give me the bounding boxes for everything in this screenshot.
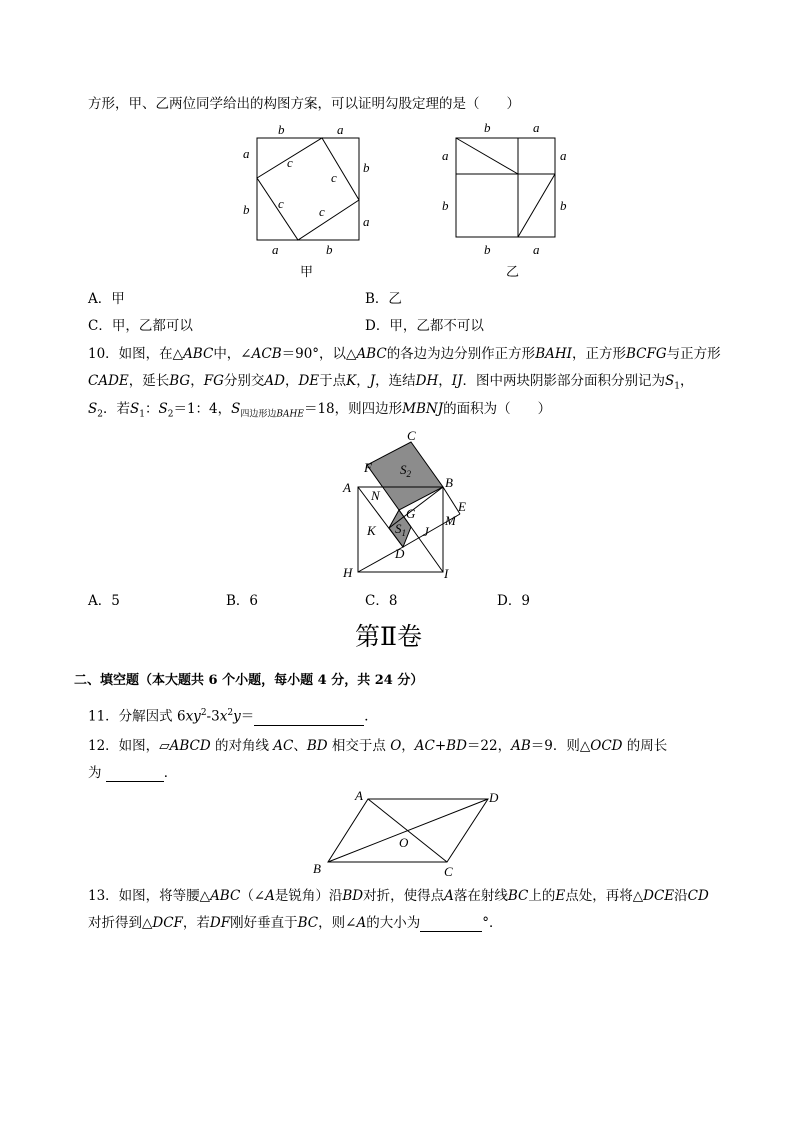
jia-label-a-bottom: a — [272, 242, 279, 257]
q13-line-1: 13．如图，将等腰△ABC（∠A是锐角）沿BD对折，使得点A落在射线BC上的E点处，再将△DCE沿CD — [88, 888, 709, 904]
pt-M: M — [445, 513, 456, 528]
pt-B: B — [445, 475, 453, 490]
pt-K: K — [367, 523, 376, 538]
q13-answer-blank[interactable] — [420, 917, 482, 932]
pt-D: D — [489, 790, 499, 805]
q10-option-c: C．8 — [365, 593, 398, 609]
pt-C: C — [407, 428, 416, 443]
pt-J: J — [423, 524, 429, 539]
pt-A: A — [355, 788, 363, 803]
jia-label-c-1: c — [287, 155, 293, 170]
pt-G: G — [406, 506, 416, 521]
section-2-heading: 二、填空题（本大题共 6 个小题，每小题 4 分，共 24 分） — [74, 673, 424, 688]
pt-D: D — [395, 546, 405, 561]
jia-inner-square — [257, 138, 359, 240]
q13-line-2: 对折得到△DCF，若DF刚好垂直于BC，则∠A的大小为 °． — [88, 915, 503, 931]
q9-option-b: B．乙 — [365, 291, 402, 307]
jia-outer-square — [257, 138, 359, 240]
part-2-title: 第Ⅱ卷 — [355, 622, 422, 651]
q12-answer-blank[interactable] — [106, 767, 164, 782]
jia-label-c-4: c — [319, 204, 325, 219]
q10-line-1: 10．如图，在△ABC中，∠ACB＝90°，以△ABC的各边为边分别作正方形BAHI，正方形BCFG与正方形 — [88, 346, 721, 362]
jia-label-b-bottom: b — [326, 242, 333, 257]
figure-jia — [240, 120, 400, 280]
jia-label-c-2: c — [331, 170, 337, 185]
q9-option-c: C．甲，乙都可以 — [88, 318, 193, 334]
jia-label-b-top: b — [278, 122, 285, 137]
pt-A: A — [343, 480, 351, 495]
jia-label-a-left: a — [243, 146, 250, 161]
yi-label-a-top: a — [533, 120, 540, 135]
yi-label-b-top: b — [484, 120, 491, 135]
q12-line-2: 为 ． — [88, 765, 178, 781]
q10-option-b: B．6 — [226, 593, 259, 609]
pt-C: C — [444, 864, 453, 879]
yi-label-b-right: b — [560, 198, 567, 213]
q12-figure — [308, 788, 508, 878]
q10-line-3: $S_2$．若$S_1$：$S_2=1$：4，$S_{四边形边BAHE}=18$，则四边形MBNJ的面积为（ ） — [88, 401, 552, 420]
jia-label-b-left: b — [243, 202, 250, 217]
yi-label-a-right: a — [560, 148, 567, 163]
pt-F: F — [364, 460, 372, 475]
yi-label-a-left: a — [442, 148, 449, 163]
pt-O: O — [399, 835, 409, 850]
jia-label-c-3: c — [278, 196, 284, 211]
pt-E: E — [458, 499, 466, 514]
q10-figure — [340, 428, 480, 582]
q10-option-a: A．5 — [88, 593, 120, 609]
q11-answer-blank[interactable] — [254, 711, 364, 726]
q9-option-d: D．甲，乙都不可以 — [365, 318, 484, 334]
yi-label-b-left: b — [442, 198, 449, 213]
q10-line-2: CADE，延长BG，FG分别交AD，DE于点K，J，连结DH，IJ．图中两块阴影部分面积分别记为$S_1$， — [88, 373, 694, 392]
pt-S1: $S_1$ — [395, 521, 406, 538]
jia-label-a-right: a — [363, 214, 370, 229]
pt-S2: $S_2$ — [400, 462, 411, 479]
q10-option-d: D．9 — [497, 593, 530, 609]
q12-line-1: 12．如图，▱ABCD 的对角线 AC、BD 相交于点 O，AC+BD＝22，AB＝9．则△OCD 的周长 — [88, 738, 668, 754]
pt-B: B — [313, 861, 321, 876]
jia-label-a-top: a — [337, 122, 344, 137]
pt-N: N — [371, 488, 380, 503]
q11: 11．分解因式 $6xy^2-3x^2y=$ ． — [88, 708, 378, 725]
q9-option-a: A．甲 — [88, 291, 125, 307]
yi-label-b-bottom: b — [484, 242, 491, 257]
yi-label-a-bottom: a — [533, 242, 540, 257]
yi-caption: 乙 — [506, 264, 520, 279]
figure-yi — [438, 120, 598, 280]
q9-stem: 方形，甲、乙两位同学给出的构图方案，可以证明勾股定理的是（ ） — [88, 96, 520, 112]
pt-I: I — [444, 566, 449, 581]
yi-outer-square — [456, 138, 555, 237]
pt-H: H — [343, 565, 353, 580]
jia-caption: 甲 — [300, 264, 314, 279]
jia-label-b-right: b — [363, 160, 370, 175]
